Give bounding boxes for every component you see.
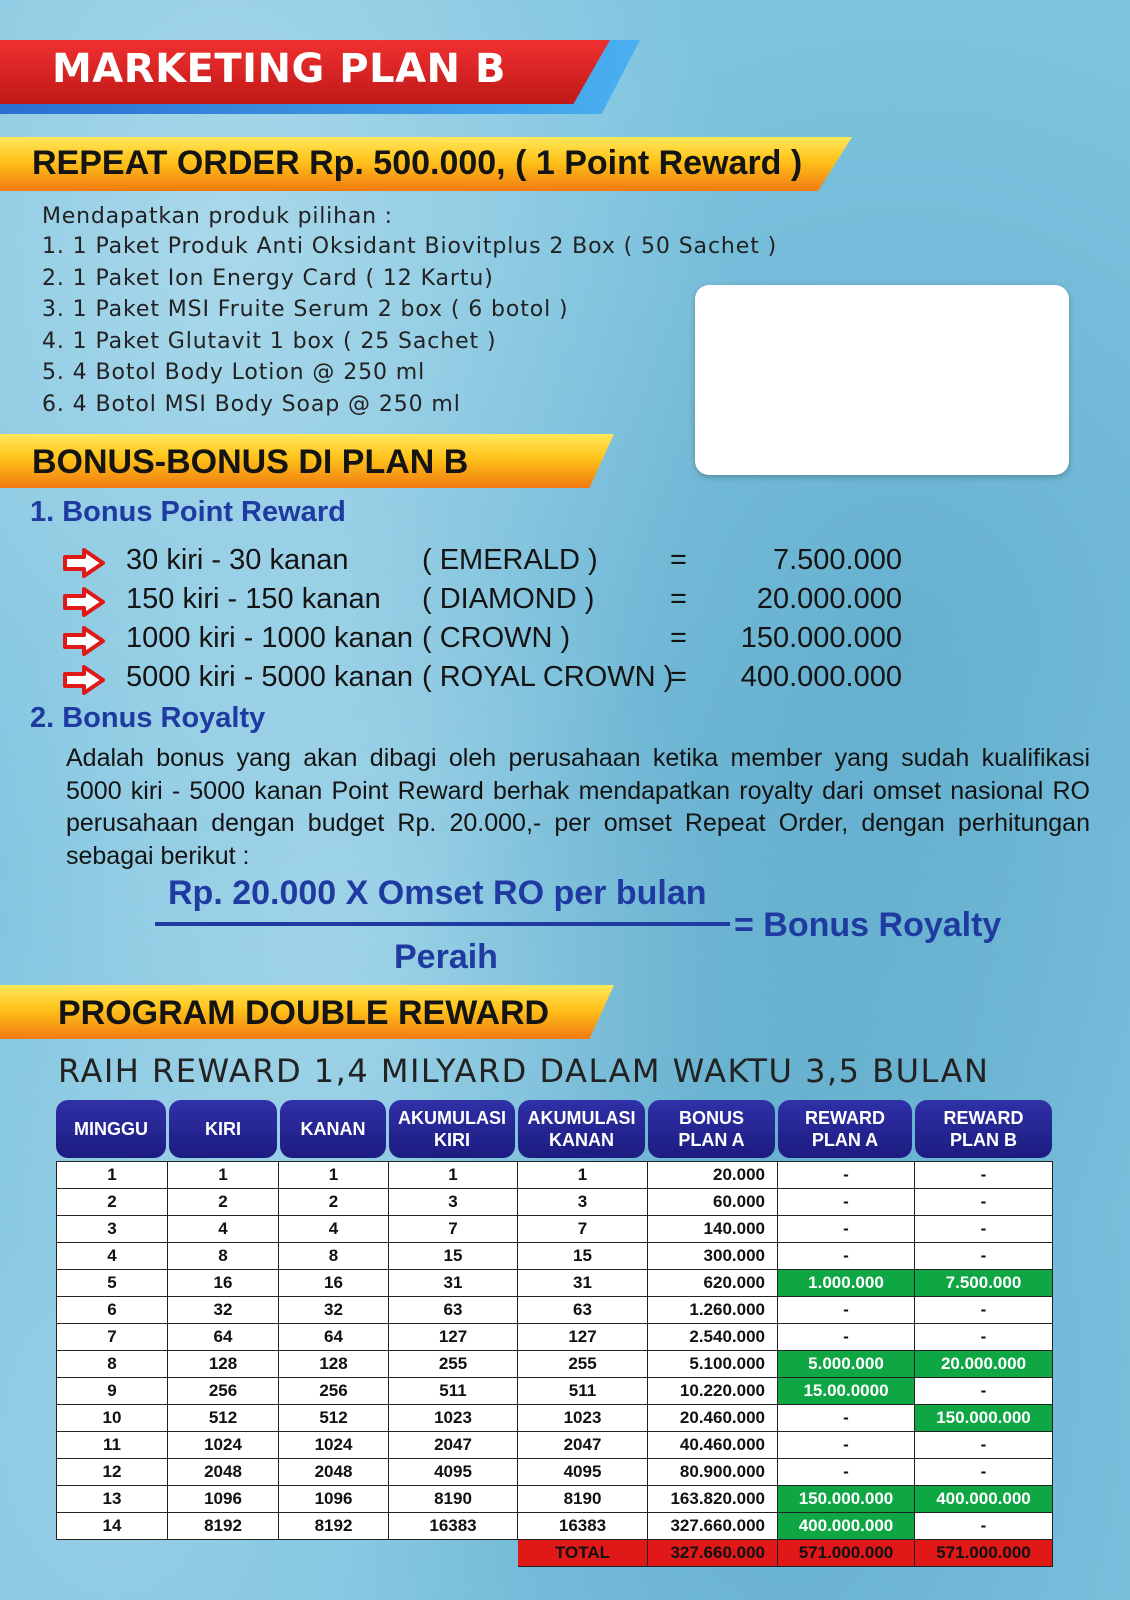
table-cell: 13 xyxy=(57,1486,168,1513)
bonus-row xyxy=(62,661,902,701)
table-cell: - xyxy=(915,1513,1053,1540)
formula-result: = Bonus Royalty xyxy=(734,906,1002,944)
table-cell xyxy=(389,1540,518,1567)
formula-denominator: Peraih xyxy=(394,938,498,976)
table-cell: - xyxy=(915,1216,1053,1243)
product-image-placeholder xyxy=(695,285,1069,475)
bonus-rank: ( EMERALD ) xyxy=(422,544,598,576)
list-item: 2. 1 Paket Ion Energy Card ( 12 Kartu) xyxy=(42,265,494,291)
column-header-label xyxy=(944,1107,1024,1151)
list-item: 4. 1 Paket Glutavit 1 box ( 25 Sachet ) xyxy=(42,328,497,354)
table-cell: 620.000 xyxy=(648,1270,778,1297)
table-cell: 7 xyxy=(57,1324,168,1351)
table-cell: 4 xyxy=(168,1216,279,1243)
list-item: 5. 4 Botol Body Lotion @ 250 ml xyxy=(42,360,426,385)
bonus-row xyxy=(62,583,902,623)
table-cell: 63 xyxy=(518,1297,648,1324)
table-cell: 1024 xyxy=(279,1432,389,1459)
table-cell: - xyxy=(778,1216,915,1243)
bonus-rank: ( DIAMOND ) xyxy=(422,583,595,615)
table-cell: 31 xyxy=(518,1270,648,1297)
table-cell: 64 xyxy=(279,1324,389,1351)
column-header-label: KIRI xyxy=(205,1119,241,1139)
table-cell: - xyxy=(778,1297,915,1324)
title-banner xyxy=(0,40,640,114)
repeat-order-title: REPEAT ORDER Rp. 500.000, ( 1 Point Reward ) xyxy=(32,144,803,182)
table-cell: 3 xyxy=(389,1189,518,1216)
table-cell: 5.000.000 xyxy=(778,1351,915,1378)
table-row xyxy=(57,1486,1053,1513)
table-cell: 327.660.000 xyxy=(648,1513,778,1540)
column-header-label: REWARD xyxy=(943,1108,1024,1128)
table-row xyxy=(57,1297,1053,1324)
column-header-bonus-plan-a xyxy=(648,1100,775,1158)
table-cell: 128 xyxy=(168,1351,279,1378)
table-cell: 3 xyxy=(518,1189,648,1216)
column-header-label: KANAN xyxy=(549,1130,614,1150)
table-cell: - xyxy=(915,1432,1053,1459)
table-cell: 32 xyxy=(168,1297,279,1324)
right-arrow-icon xyxy=(62,587,106,617)
table-cell: 20.000.000 xyxy=(915,1351,1053,1378)
bonus-pair: 30 kiri - 30 kanan xyxy=(126,544,349,576)
table-cell: 4095 xyxy=(389,1459,518,1486)
table-cell: 1.000.000 xyxy=(778,1270,915,1297)
table-cell: 16 xyxy=(279,1270,389,1297)
table-cell: 16383 xyxy=(518,1513,648,1540)
table-cell: 140.000 xyxy=(648,1216,778,1243)
list-item: 3. 1 Paket MSI Fruite Serum 2 box ( 6 botol ) xyxy=(42,297,569,322)
table-cell: 8192 xyxy=(168,1513,279,1540)
table-cell: 16383 xyxy=(389,1513,518,1540)
column-header-label: PLAN A xyxy=(678,1130,745,1150)
table-cell: 3 xyxy=(57,1216,168,1243)
table-cell: 16 xyxy=(168,1270,279,1297)
table-cell: - xyxy=(778,1405,915,1432)
table-cell: 1 xyxy=(389,1162,518,1189)
table-cell: 256 xyxy=(279,1378,389,1405)
bonus-row xyxy=(62,622,902,662)
bonus-equals: = xyxy=(670,544,687,576)
table-cell: 1.260.000 xyxy=(648,1297,778,1324)
table-cell: 7.500.000 xyxy=(915,1270,1053,1297)
table-cell: 1024 xyxy=(168,1432,279,1459)
table-cell: 12 xyxy=(57,1459,168,1486)
table-cell: 8192 xyxy=(279,1513,389,1540)
bonus-rank: ( ROYAL CROWN ) xyxy=(422,661,674,693)
table-cell: 1 xyxy=(57,1162,168,1189)
right-arrow-icon xyxy=(62,665,106,695)
table-cell: 512 xyxy=(279,1405,389,1432)
bonus-pair: 1000 kiri - 1000 kanan xyxy=(126,622,413,654)
table-cell: 400.000.000 xyxy=(778,1513,915,1540)
table-row xyxy=(57,1351,1053,1378)
table-cell: 7 xyxy=(389,1216,518,1243)
table-row xyxy=(57,1189,1053,1216)
bonus-value: 20.000.000 xyxy=(756,583,902,615)
table-cell: 5 xyxy=(57,1270,168,1297)
column-header-label: PLAN A xyxy=(811,1130,879,1150)
column-header-label: MINGGU xyxy=(74,1119,148,1139)
right-arrow-icon xyxy=(62,626,106,656)
table-cell: - xyxy=(778,1189,915,1216)
table-cell: 127 xyxy=(518,1324,648,1351)
table-cell: 2 xyxy=(279,1189,389,1216)
table-cell: - xyxy=(778,1432,915,1459)
table-cell: 4 xyxy=(57,1243,168,1270)
bonus-equals: = xyxy=(670,583,687,615)
bonus-value: 7.500.000 xyxy=(772,544,902,576)
column-header-label xyxy=(398,1107,506,1151)
table-cell: 1 xyxy=(168,1162,279,1189)
table-cell: 15 xyxy=(389,1243,518,1270)
table-cell: 2 xyxy=(168,1189,279,1216)
total-reward-plan-b: 571.000.000 xyxy=(915,1540,1053,1567)
table-cell: - xyxy=(915,1378,1053,1405)
table-row xyxy=(57,1459,1053,1486)
table-cell: - xyxy=(778,1324,915,1351)
formula-fraction-line xyxy=(155,922,730,926)
bonus-equals: = xyxy=(670,661,687,693)
right-arrow-icon xyxy=(62,548,106,578)
total-bonus-plan-a: 327.660.000 xyxy=(648,1540,778,1567)
table-cell: 4 xyxy=(279,1216,389,1243)
table-row xyxy=(57,1162,1053,1189)
table-cell: 6 xyxy=(57,1297,168,1324)
table-cell: 255 xyxy=(518,1351,648,1378)
total-label: TOTAL xyxy=(518,1540,648,1567)
column-header-label: AKUMULASI xyxy=(527,1108,636,1128)
table-cell: 2.540.000 xyxy=(648,1324,778,1351)
table-cell: 10 xyxy=(57,1405,168,1432)
column-header-label: KIRI xyxy=(434,1130,470,1150)
table-cell: 2047 xyxy=(518,1432,648,1459)
table-cell: 63 xyxy=(389,1297,518,1324)
table-cell: 14 xyxy=(57,1513,168,1540)
bonus-value: 150.000.000 xyxy=(740,622,902,654)
table-row xyxy=(57,1513,1053,1540)
product-list xyxy=(42,234,777,423)
column-header-akumulasi-kiri xyxy=(389,1100,515,1158)
table-cell: 32 xyxy=(279,1297,389,1324)
table-cell: 511 xyxy=(518,1378,648,1405)
table-cell: 8190 xyxy=(518,1486,648,1513)
column-header-label: BONUS xyxy=(678,1108,744,1128)
bonus-pair: 5000 kiri - 5000 kanan xyxy=(126,661,413,693)
double-reward-table xyxy=(56,1161,1052,1567)
bonus-title: BONUS-BONUS DI PLAN B xyxy=(32,443,469,481)
column-header-reward-plan-b xyxy=(915,1100,1052,1158)
bonus-pair: 150 kiri - 150 kanan xyxy=(126,583,381,615)
table-cell: 511 xyxy=(389,1378,518,1405)
table-cell: - xyxy=(915,1324,1053,1351)
list-item: 1. 1 Paket Produk Anti Oksidant Biovitplus 2 Box ( 50 Sachet ) xyxy=(42,234,778,259)
table-cell: 8 xyxy=(57,1351,168,1378)
table-cell: 31 xyxy=(389,1270,518,1297)
double-reward-subtitle: RAIH REWARD 1,4 MILYARD DALAM WAKTU 3,5 BULAN xyxy=(58,1052,990,1090)
table-cell: 4095 xyxy=(518,1459,648,1486)
table-cell: 80.900.000 xyxy=(648,1459,778,1486)
column-header-reward-plan-a xyxy=(778,1100,912,1158)
table-cell: 2 xyxy=(57,1189,168,1216)
table-cell: 10.220.000 xyxy=(648,1378,778,1405)
table-cell: 1023 xyxy=(389,1405,518,1432)
table-cell: 9 xyxy=(57,1378,168,1405)
column-header-label xyxy=(678,1107,744,1151)
table-cell: 8 xyxy=(168,1243,279,1270)
table-row xyxy=(57,1432,1053,1459)
table-cell: 300.000 xyxy=(648,1243,778,1270)
list-item: 6. 4 Botol MSI Body Soap @ 250 ml xyxy=(42,391,461,417)
point-reward-heading: 1. Bonus Point Reward xyxy=(30,496,346,528)
table-cell: 150.000.000 xyxy=(915,1405,1053,1432)
table-cell xyxy=(168,1540,279,1567)
table-header xyxy=(56,1100,1052,1158)
column-header-label xyxy=(528,1107,636,1151)
product-lead-text: Mendapatkan produk pilihan : xyxy=(42,204,393,229)
table-cell: - xyxy=(915,1297,1053,1324)
formula-numerator: Rp. 20.000 X Omset RO per bulan xyxy=(168,874,707,912)
column-header-label: KANAN xyxy=(300,1119,366,1139)
table-cell: 20.460.000 xyxy=(648,1405,778,1432)
column-header-kiri xyxy=(169,1100,277,1158)
column-header-label: REWARD xyxy=(805,1108,885,1128)
table-cell: - xyxy=(915,1243,1053,1270)
table-row xyxy=(57,1324,1053,1351)
table-cell: 8 xyxy=(279,1243,389,1270)
column-header-kanan xyxy=(280,1100,386,1158)
table-cell: - xyxy=(915,1189,1053,1216)
table-cell: 7 xyxy=(518,1216,648,1243)
table-cell: 1096 xyxy=(279,1486,389,1513)
table-cell: - xyxy=(778,1459,915,1486)
table-cell: 64 xyxy=(168,1324,279,1351)
table-cell: 1023 xyxy=(518,1405,648,1432)
page-title: MARKETING PLAN B xyxy=(52,46,506,92)
royalty-heading: 2. Bonus Royalty xyxy=(30,702,266,734)
column-header-label: PLAN B xyxy=(950,1130,1017,1150)
table-row xyxy=(57,1243,1053,1270)
table-row xyxy=(57,1216,1053,1243)
column-header-label: AKUMULASI xyxy=(398,1108,506,1128)
table-cell: 150.000.000 xyxy=(778,1486,915,1513)
table-cell: - xyxy=(778,1162,915,1189)
table-cell: - xyxy=(915,1162,1053,1189)
table-cell: 2048 xyxy=(168,1459,279,1486)
table-cell: 60.000 xyxy=(648,1189,778,1216)
table-cell: - xyxy=(915,1459,1053,1486)
table-cell: 20.000 xyxy=(648,1162,778,1189)
bonus-rank: ( CROWN ) xyxy=(422,622,571,654)
bonus-value: 400.000.000 xyxy=(740,661,902,693)
table-cell: 5.100.000 xyxy=(648,1351,778,1378)
table-cell: 15.00.0000 xyxy=(778,1378,915,1405)
bonus-equals: = xyxy=(670,622,687,654)
total-reward-plan-a: 571.000.000 xyxy=(778,1540,915,1567)
bonus-row xyxy=(62,544,902,584)
column-header-akumulasi-kanan xyxy=(518,1100,645,1158)
table-row xyxy=(57,1270,1053,1297)
table-cell: 256 xyxy=(168,1378,279,1405)
double-reward-title: PROGRAM DOUBLE REWARD xyxy=(58,994,550,1032)
table-cell: 2048 xyxy=(279,1459,389,1486)
table-cell: 8190 xyxy=(389,1486,518,1513)
table-total-row xyxy=(57,1540,1053,1567)
table-cell: 512 xyxy=(168,1405,279,1432)
table-cell: - xyxy=(778,1243,915,1270)
table-cell: 127 xyxy=(389,1324,518,1351)
column-header-label xyxy=(805,1107,885,1151)
table-cell: 2047 xyxy=(389,1432,518,1459)
table-row xyxy=(57,1405,1053,1432)
column-header-minggu xyxy=(56,1100,166,1158)
table-cell: 1096 xyxy=(168,1486,279,1513)
table-cell xyxy=(57,1540,168,1567)
table-cell: 40.460.000 xyxy=(648,1432,778,1459)
table-cell xyxy=(279,1540,389,1567)
table-cell: 1 xyxy=(279,1162,389,1189)
table-cell: 128 xyxy=(279,1351,389,1378)
table-cell: 11 xyxy=(57,1432,168,1459)
table-row xyxy=(57,1378,1053,1405)
table-cell: 15 xyxy=(518,1243,648,1270)
table-cell: 400.000.000 xyxy=(915,1486,1053,1513)
table-cell: 1 xyxy=(518,1162,648,1189)
table-cell: 255 xyxy=(389,1351,518,1378)
royalty-description: Adalah bonus yang akan dibagi oleh perusahaan ketika member yang sudah kualifikasi 5000 kiri - 5000 kanan Point Reward berhak mendapatkan royalty dari omset nasional RO perusahaan dengan budget Rp. 20.000,- per omset Repeat Order, dengan perhitungan sebagai berikut : xyxy=(66,744,1090,870)
table-cell: 163.820.000 xyxy=(648,1486,778,1513)
